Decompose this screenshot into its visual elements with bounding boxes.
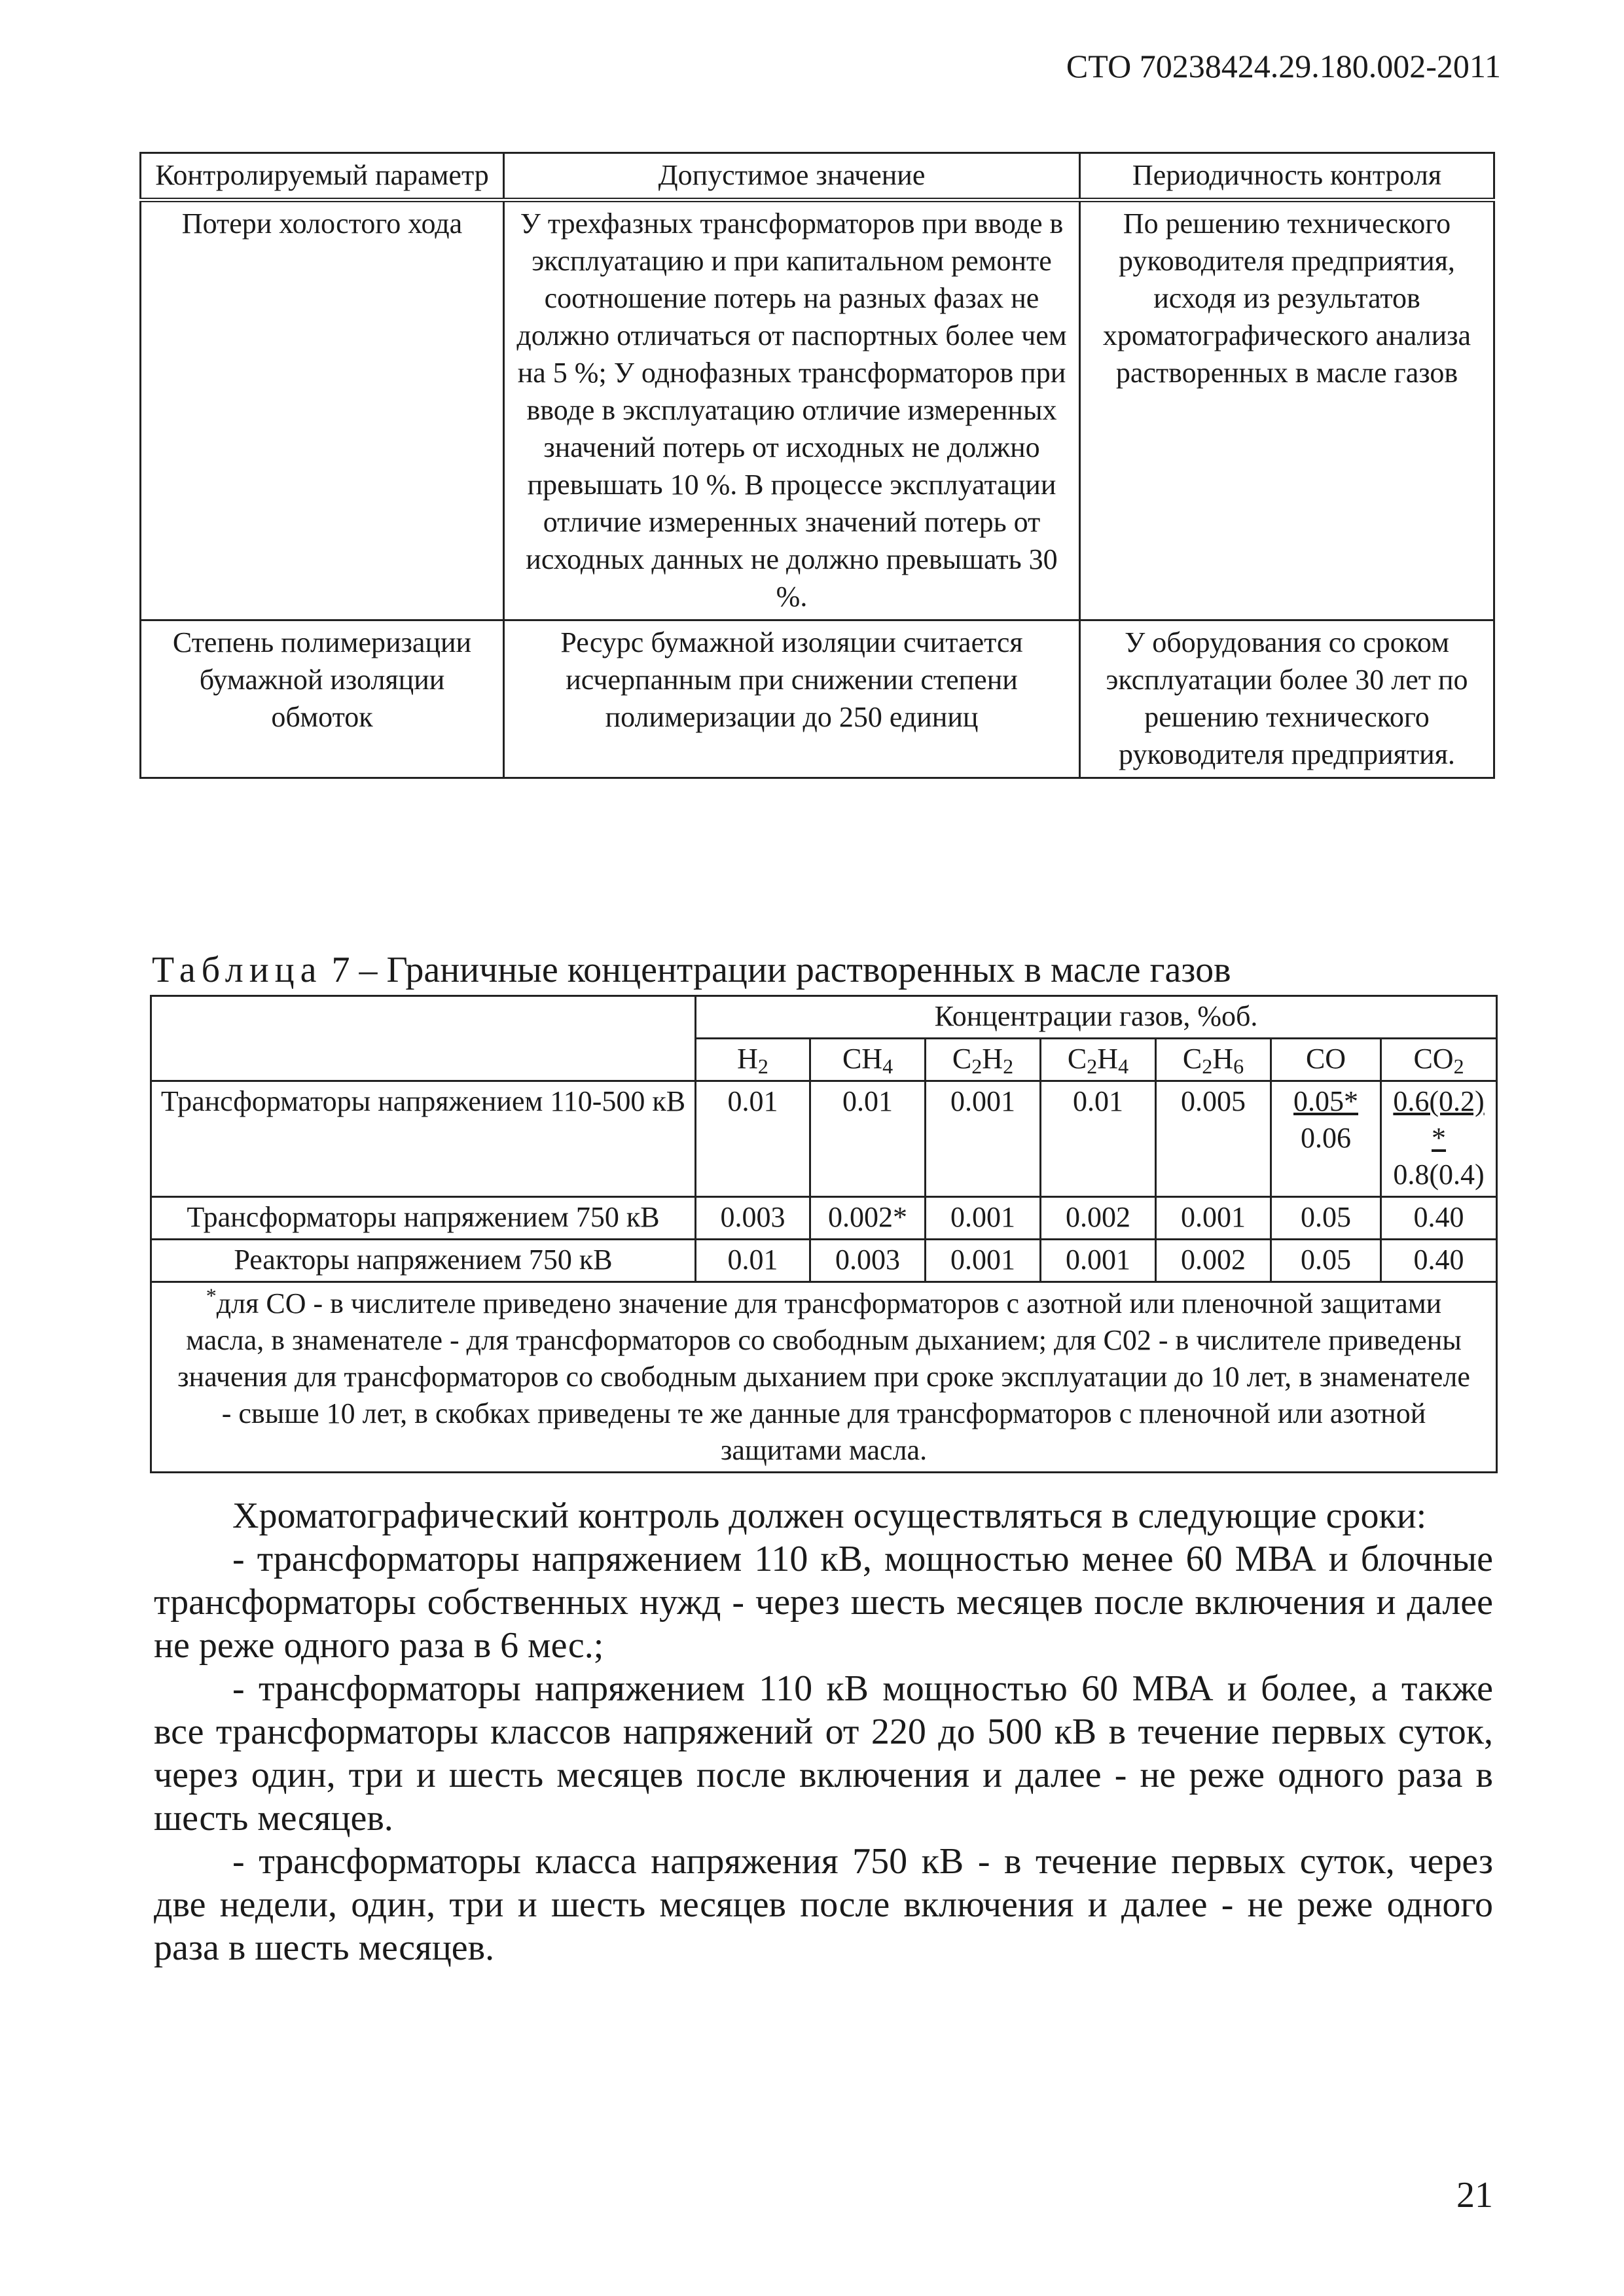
- table-note-row: [151, 1282, 1497, 1473]
- value-cell: 0.05: [1271, 1197, 1381, 1240]
- empty-header-cell: [151, 996, 696, 1081]
- row-label: Трансформаторы напряжением 750 кВ: [151, 1197, 696, 1240]
- column-header: Периодичность контроля: [1080, 153, 1494, 200]
- paragraph: - трансформаторы напряжением 110 кВ, мощностью менее 60 МВА и блочные трансформаторы собственных нужд - через шесть месяцев после включения и далее не реже одного раза в 6 мес.;: [154, 1539, 1493, 1666]
- table-title: 7 – Граничные концентрации растворенных в масле газов: [331, 950, 1231, 990]
- param-cell: Потери холостого хода: [141, 200, 504, 620]
- co-denominator: 0.06: [1301, 1122, 1351, 1154]
- paragraph: Хроматографический контроль должен осуществляться в следующие сроки:: [232, 1496, 1427, 1536]
- table-row: [151, 1240, 1497, 1282]
- value-cell: 0.001: [926, 1081, 1041, 1197]
- table-row: [141, 620, 1494, 778]
- gas-header: CO: [1271, 1039, 1381, 1081]
- value-cell: Ресурс бумажной изоляции считается исчерпанным при снижении степени полимеризации до 250 единиц: [504, 620, 1080, 778]
- value-cell: 0.001: [926, 1197, 1041, 1240]
- gas-header: $C_2H_4$: [1041, 1039, 1156, 1081]
- co-fraction-cell: [1271, 1081, 1381, 1197]
- paragraph: - трансформаторы класса напряжения 750 кВ - в течение первых суток, через две недели, один, три и шесть месяцев после включения и далее - не реже одного раза в шесть месяцев.: [154, 1841, 1493, 1968]
- table-note: [151, 1282, 1497, 1473]
- paragraph: - трансформаторы напряжением 110 кВ мощностью 60 МВА и более, а также все трансформаторы классов напряжений от 220 до 500 кВ в течение первых суток, через один, три и шесть месяцев после включения и далее - не реже одного раза в шесть месяцев.: [154, 1668, 1493, 1839]
- co2-denominator: 0.8(0.4): [1393, 1158, 1485, 1191]
- note-mark: *: [206, 1283, 217, 1308]
- value-cell: 0.002: [1156, 1240, 1271, 1282]
- period-cell: У оборудования со сроком эксплуатации более 30 лет по решению технического руководителя предприятия.: [1080, 620, 1494, 778]
- group-header: Концентрации газов, %об.: [696, 996, 1497, 1039]
- value-cell: 0.001: [1041, 1240, 1156, 1282]
- page-number: 21: [1456, 2175, 1493, 2215]
- body-text: [154, 1494, 1493, 1969]
- value-cell: 0.40: [1381, 1240, 1497, 1282]
- value-cell: 0.01: [696, 1240, 810, 1282]
- gas-header: $C_2H_6$: [1156, 1039, 1271, 1081]
- value-cell: 0.002*: [810, 1197, 926, 1240]
- co2-fraction-cell: [1381, 1081, 1497, 1197]
- value-cell: 0.01: [1041, 1081, 1156, 1197]
- value-cell: 0.01: [810, 1081, 926, 1197]
- value-cell: 0.40: [1381, 1197, 1497, 1240]
- table7-caption: [152, 949, 1231, 991]
- value-cell: 0.002: [1041, 1197, 1156, 1240]
- row-label: Реакторы напряжением 750 кВ: [151, 1240, 696, 1282]
- gas-concentration-table: [150, 995, 1498, 1473]
- value-cell: 0.005: [1156, 1081, 1271, 1197]
- gas-header: $CH_4$: [810, 1039, 926, 1081]
- co2-numerator: 0.6(0.2): [1393, 1085, 1485, 1117]
- value-cell: 0.05: [1271, 1240, 1381, 1282]
- table-row: [151, 1081, 1497, 1197]
- co2-footnote-mark: *: [1432, 1122, 1447, 1154]
- table-label: Таблица: [152, 950, 323, 990]
- co-numerator: 0.05*: [1293, 1085, 1358, 1117]
- value-cell: 0.003: [810, 1240, 926, 1282]
- value-cell: 0.001: [926, 1240, 1041, 1282]
- value-cell: 0.003: [696, 1197, 810, 1240]
- row-label: Трансформаторы напряжением 110-500 кВ: [151, 1081, 696, 1197]
- column-header: Контролируемый параметр: [141, 153, 504, 200]
- gas-header: $C_2H_2$: [926, 1039, 1041, 1081]
- value-cell: 0.001: [1156, 1197, 1271, 1240]
- table-header-row: [141, 153, 1494, 200]
- param-cell: Степень полимеризации бумажной изоляции обмоток: [141, 620, 504, 778]
- value-cell: 0.01: [696, 1081, 810, 1197]
- table-row: [151, 1197, 1497, 1240]
- document-code: СТО 70238424.29.180.002-2011: [1066, 48, 1501, 84]
- table-row: [141, 200, 1494, 620]
- gas-header: $H_2$: [696, 1039, 810, 1081]
- parameters-table: [139, 152, 1495, 779]
- note-text: для CO - в числителе приведено значение для трансформаторов с азотной или пленочной защитами масла, в знаменателе - для трансформаторов со свободным дыханием; для С02 - в числителе приведены значения для трансформаторов со свободным дыханием при сроке эксплуатации до 10 лет, в знаменателе - свыше 10 лет, в скобках приведены те же данные для трансформаторов с пленочной или азотной защитами масла.: [177, 1287, 1470, 1466]
- value-cell: У трехфазных трансформаторов при вводе в эксплуатацию и при капитальном ремонте соотношение потерь на разных фазах не должно отличаться от паспортных более чем на 5 %; У однофазных трансформаторов при вводе в эксплуатацию отличие измеренных значений потерь от исходных не должно превышать 10 %. В процессе эксплуатации отличие измеренных значений потерь от исходных данных не должно превышать 30 %.: [504, 200, 1080, 620]
- period-cell: По решению технического руководителя предприятия, исходя из результатов хроматографического анализа растворенных в масле газов: [1080, 200, 1494, 620]
- column-header: Допустимое значение: [504, 153, 1080, 200]
- gas-header: $CO_2$: [1381, 1039, 1497, 1081]
